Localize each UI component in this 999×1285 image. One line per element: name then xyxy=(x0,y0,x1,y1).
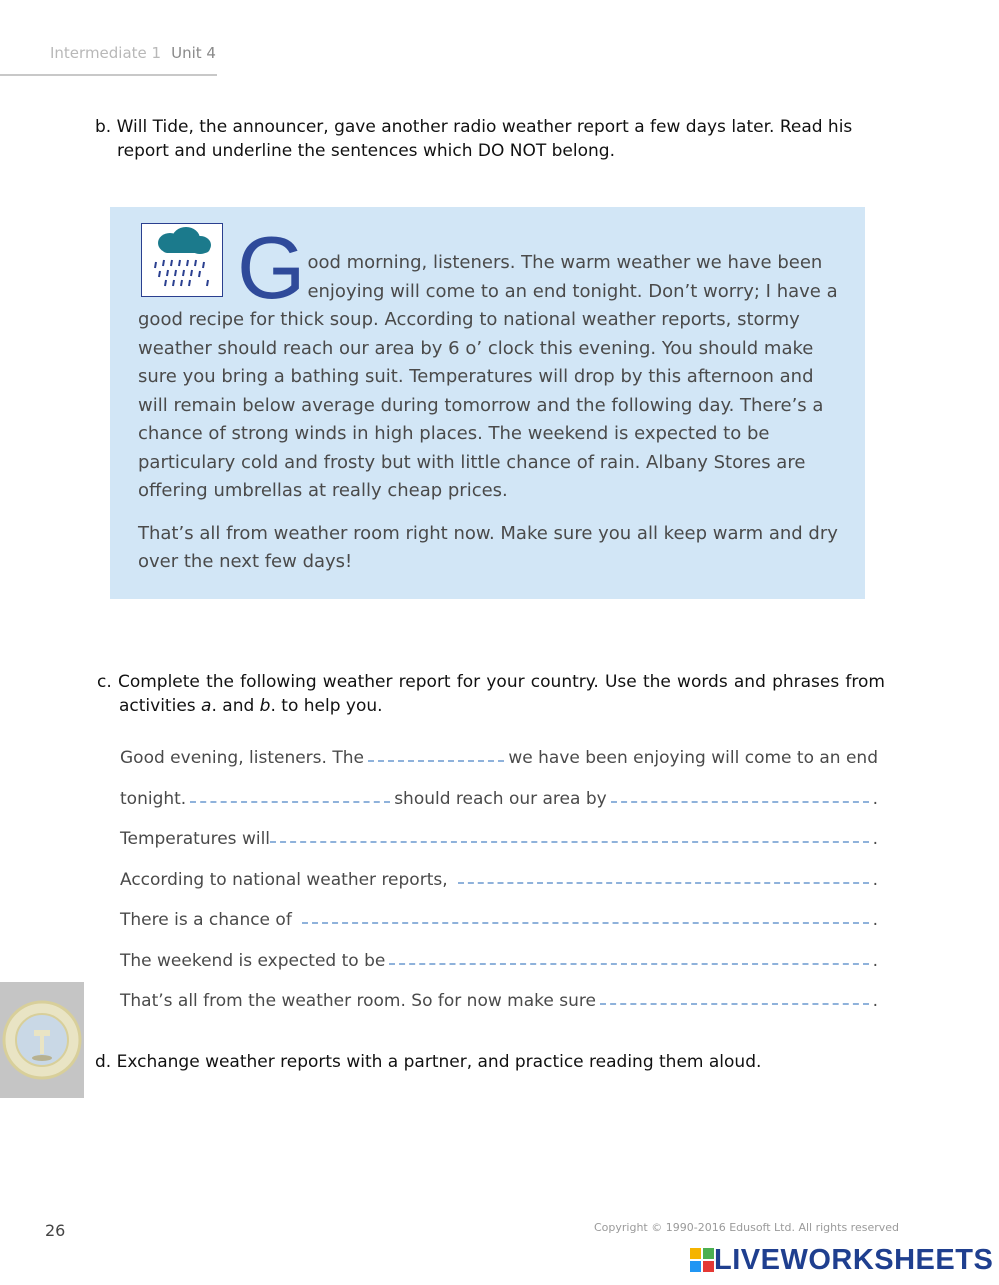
page-header xyxy=(50,44,216,62)
unit-name: Unit 4 xyxy=(171,44,216,62)
report-paragraph-1 xyxy=(138,218,840,506)
blank-7[interactable] xyxy=(389,949,868,965)
paragraph-1-text: ood morning, listeners. The warm weather we have been enjoying will come to an end tonight. Don’t worry; I have a good recipe for thick soup. According to national weather reports, stormy weather should reach our area by 6 o’ clock this evening. You should make sure you bring a bathing suit. Temperatures will drop by this afternoon and will remain below average during tomorrow and the following day. There’s a chance of strong winds in high places. The weekend is expected to be particulary cold and frosty but with little chance of rain. Albany Stores are offering umbrellas at really cheap prices. xyxy=(138,252,838,501)
page-number: 26 xyxy=(45,1221,66,1240)
dropcap-letter: G xyxy=(237,218,306,317)
instruction-b: b. Will Tide, the announcer, gave another radio weather report a few days later. Read his report and underline the sentences which DO NOT belong. xyxy=(95,117,853,161)
copyright-text: Copyright © 1990-2016 Edusoft Ltd. All rights reserved xyxy=(594,1221,900,1234)
blank-3[interactable] xyxy=(611,787,869,803)
fill-line-3: Temperatures will . xyxy=(120,829,878,849)
blank-1[interactable] xyxy=(368,746,504,762)
fill-line-4: According to national weather reports, . xyxy=(120,869,878,890)
fill-line-5: There is a chance of . xyxy=(120,910,878,930)
fill-in-report xyxy=(120,744,878,1028)
instruction-c: c. Complete the following weather report for your country. Use the words and phrases from activities a. and b. to help you. xyxy=(97,672,885,716)
course-name: Intermediate 1 xyxy=(50,44,162,62)
header-divider xyxy=(0,74,217,76)
blank-4[interactable] xyxy=(270,827,869,843)
university-seal-watermark xyxy=(0,982,84,1098)
liveworksheets-logo xyxy=(690,1244,993,1276)
weather-report-box xyxy=(110,207,865,599)
fill-line-1: Good evening, listeners. The we have been enjoying will come to an end xyxy=(120,748,878,768)
liveworksheets-icon xyxy=(690,1248,714,1272)
brand-name: LIVEWORKSHEETS xyxy=(714,1243,994,1276)
rain-cloud-icon xyxy=(141,223,223,297)
fill-line-7: That’s all from the weather room. So for now make sure . xyxy=(120,991,878,1011)
fill-line-2: tonight. should reach our area by . xyxy=(120,788,878,809)
instruction-d: d. Exchange weather reports with a partner, and practice reading them aloud. xyxy=(95,1052,762,1072)
weather-report-text xyxy=(138,218,840,591)
fill-line-6: The weekend is expected to be . xyxy=(120,950,878,971)
blank-2[interactable] xyxy=(190,787,390,803)
blank-5[interactable] xyxy=(458,868,869,884)
blank-6[interactable] xyxy=(302,908,869,924)
blank-8[interactable] xyxy=(600,989,869,1005)
report-paragraph-2: That’s all from weather room right now. Make sure you all keep warm and dry over the next few days! xyxy=(138,522,838,572)
